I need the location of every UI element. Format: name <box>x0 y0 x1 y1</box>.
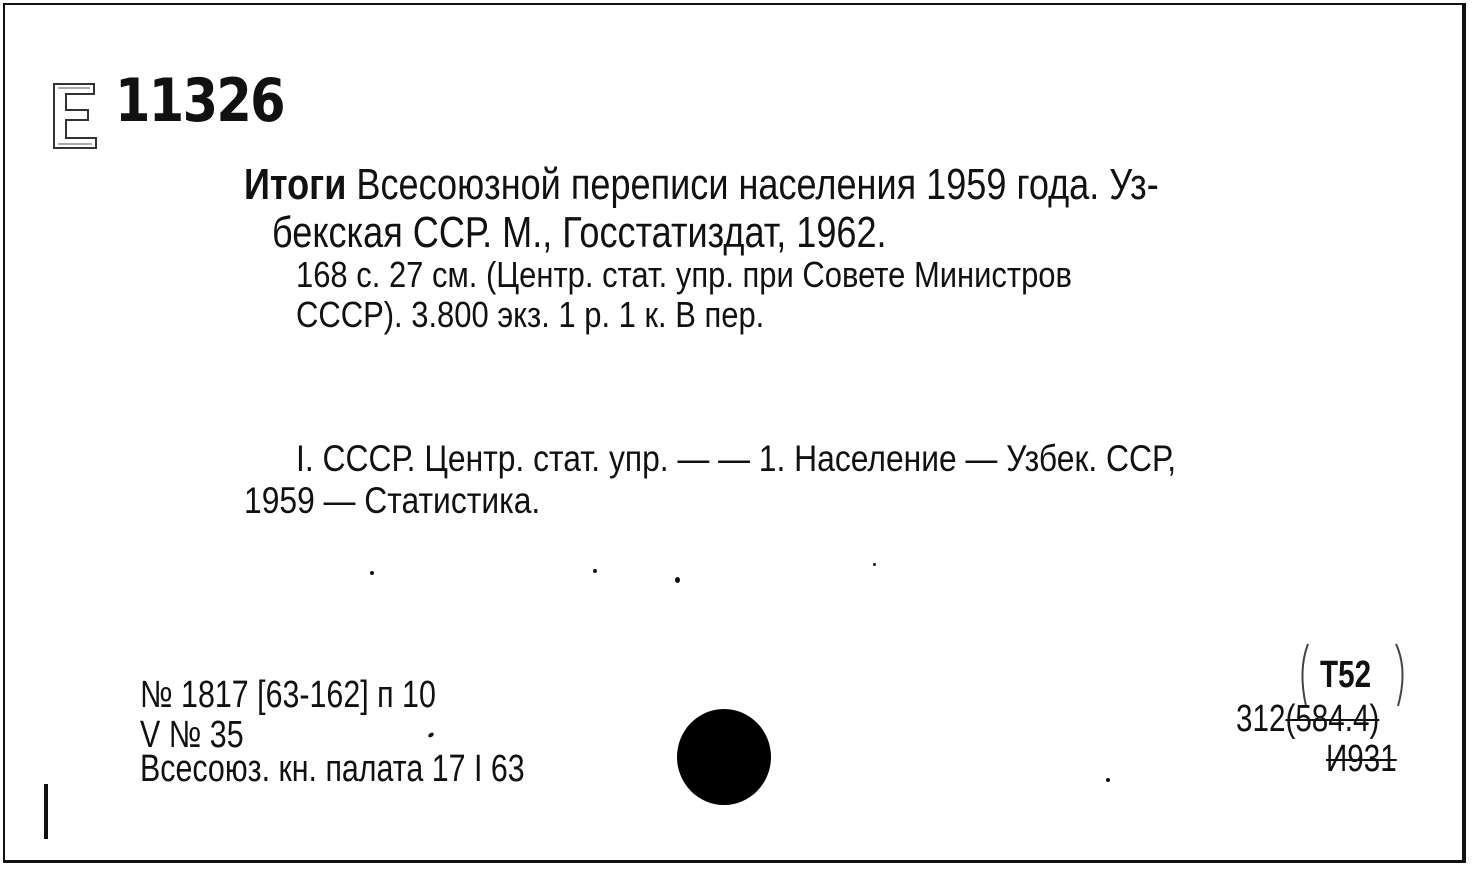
subject-line-1: I. СССР. Центр. стат. упр. — — 1. Население — Узбек. ССР, <box>296 438 1177 479</box>
footer-line-2: V № 35 <box>140 714 244 756</box>
footer-line-1: № 1817 [63-162] п 10 <box>140 674 436 716</box>
letter-e-stamp-icon <box>50 80 102 150</box>
title-line-2: бекская ССР. М., Госстатиздат, 1962. <box>272 208 887 257</box>
footer-line-3: Всесоюз. кн. палата 17 I 63 <box>140 748 525 790</box>
imprint-line-1: 168 с. 27 см. (Центр. стат. упр. при Совете Министров <box>296 254 1072 295</box>
catalog-number: 11326 <box>115 66 284 136</box>
title-line-1-text: Всесоюзной переписи населения 1959 года. Уз- <box>346 160 1159 209</box>
class-code-struck: И931 <box>1326 738 1397 780</box>
class-code-main <box>1236 698 1379 741</box>
punch-hole <box>677 709 771 805</box>
title-bold-word: Итоги <box>244 160 347 209</box>
margin-mark <box>44 784 48 839</box>
speck <box>593 569 597 573</box>
speck <box>370 571 374 575</box>
imprint-line-2: СССР). 3.800 экз. 1 р. 1 к. В пер. <box>296 294 765 335</box>
class-code-number: 312 <box>1236 698 1286 740</box>
speck <box>1106 778 1110 782</box>
speck <box>873 563 876 566</box>
title-line-1 <box>244 160 1159 210</box>
class-code-top: Т52 <box>1320 654 1372 696</box>
subject-line-2: 1959 — Статистика. <box>244 480 541 521</box>
class-code-paren: (584.4) <box>1285 698 1380 740</box>
speck <box>675 577 680 583</box>
